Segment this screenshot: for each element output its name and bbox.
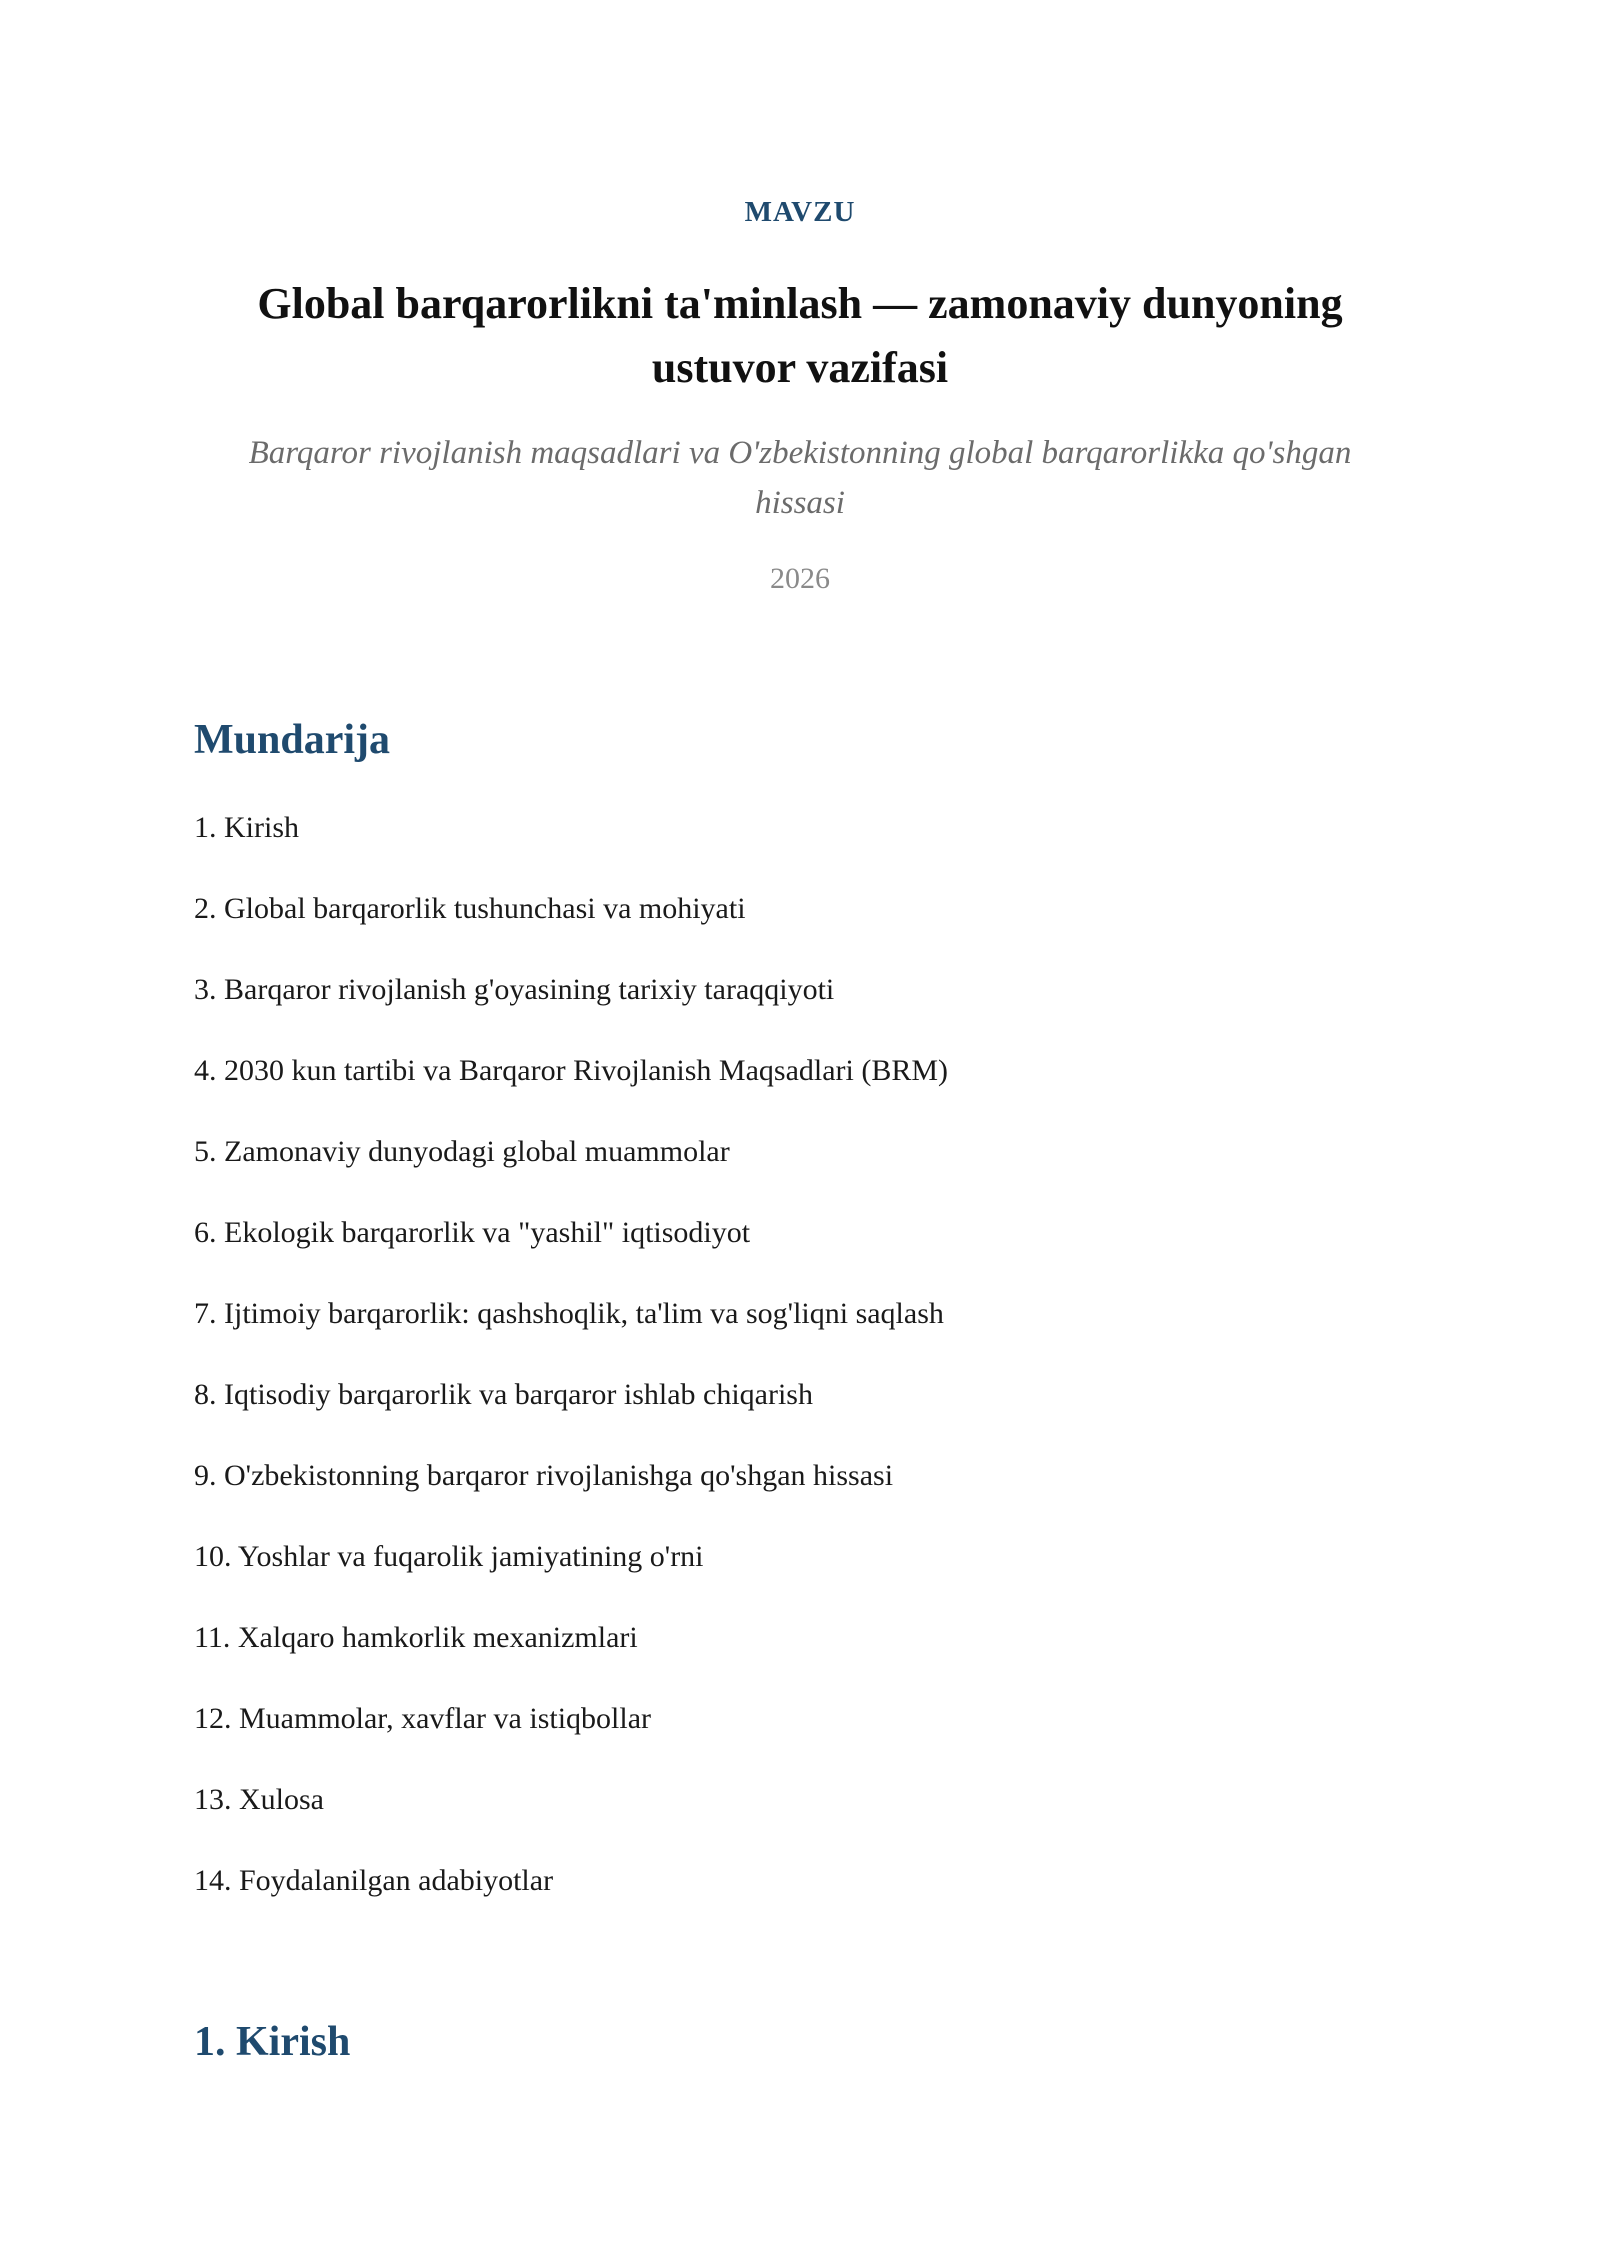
toc-item: 14. Foydalanilgan adabiyotlar <box>194 1864 554 1897</box>
toc-heading: Mundarija <box>194 717 391 763</box>
toc-item: 13. Xulosa <box>194 1783 324 1816</box>
toc-item: 1. Kirish <box>194 811 299 844</box>
toc-item: 8. Iqtisodiy barqarorlik va barqaror ishlab chiqarish <box>194 1378 813 1411</box>
section-heading-introduction: 1. Kirish <box>194 2019 351 2065</box>
toc-item: 4. 2030 kun tartibi va Barqaror Rivojlanish Maqsadlari (BRM) <box>194 1054 949 1087</box>
table-of-contents <box>194 808 1394 1942</box>
document-subtitle: Barqaror rivojlanish maqsadlari va O'zbekistonning global barqarorlikka qo'shgan hissasi <box>248 435 1352 521</box>
toc-item: 2. Global barqarorlik tushunchasi va mohiyati <box>194 892 746 925</box>
document-year: 2026 <box>770 562 830 595</box>
toc-item: 11. Xalqaro hamkorlik mexanizmlari <box>194 1621 638 1654</box>
toc-item: 9. O'zbekistonning barqaror rivojlanishga qo'shgan hissasi <box>194 1459 894 1492</box>
topic-label: MAVZU <box>744 196 856 228</box>
toc-item: 12. Muammolar, xavflar va istiqbollar <box>194 1702 652 1735</box>
document-title: Global barqarorlikni ta'minlash — zamonaviy dunyoning ustuvor vazifasi <box>257 279 1343 392</box>
toc-item: 10. Yoshlar va fuqarolik jamiyatining o'rni <box>194 1540 704 1573</box>
toc-item: 7. Ijtimoiy barqarorlik: qashshoqlik, ta'lim va sog'liqni saqlash <box>194 1297 944 1330</box>
toc-item: 3. Barqaror rivojlanish g'oyasining tarixiy taraqqiyoti <box>194 973 835 1006</box>
toc-item: 5. Zamonaviy dunyodagi global muammolar <box>194 1135 730 1168</box>
toc-item: 6. Ekologik barqarorlik va "yashil" iqtisodiyot <box>194 1216 751 1249</box>
